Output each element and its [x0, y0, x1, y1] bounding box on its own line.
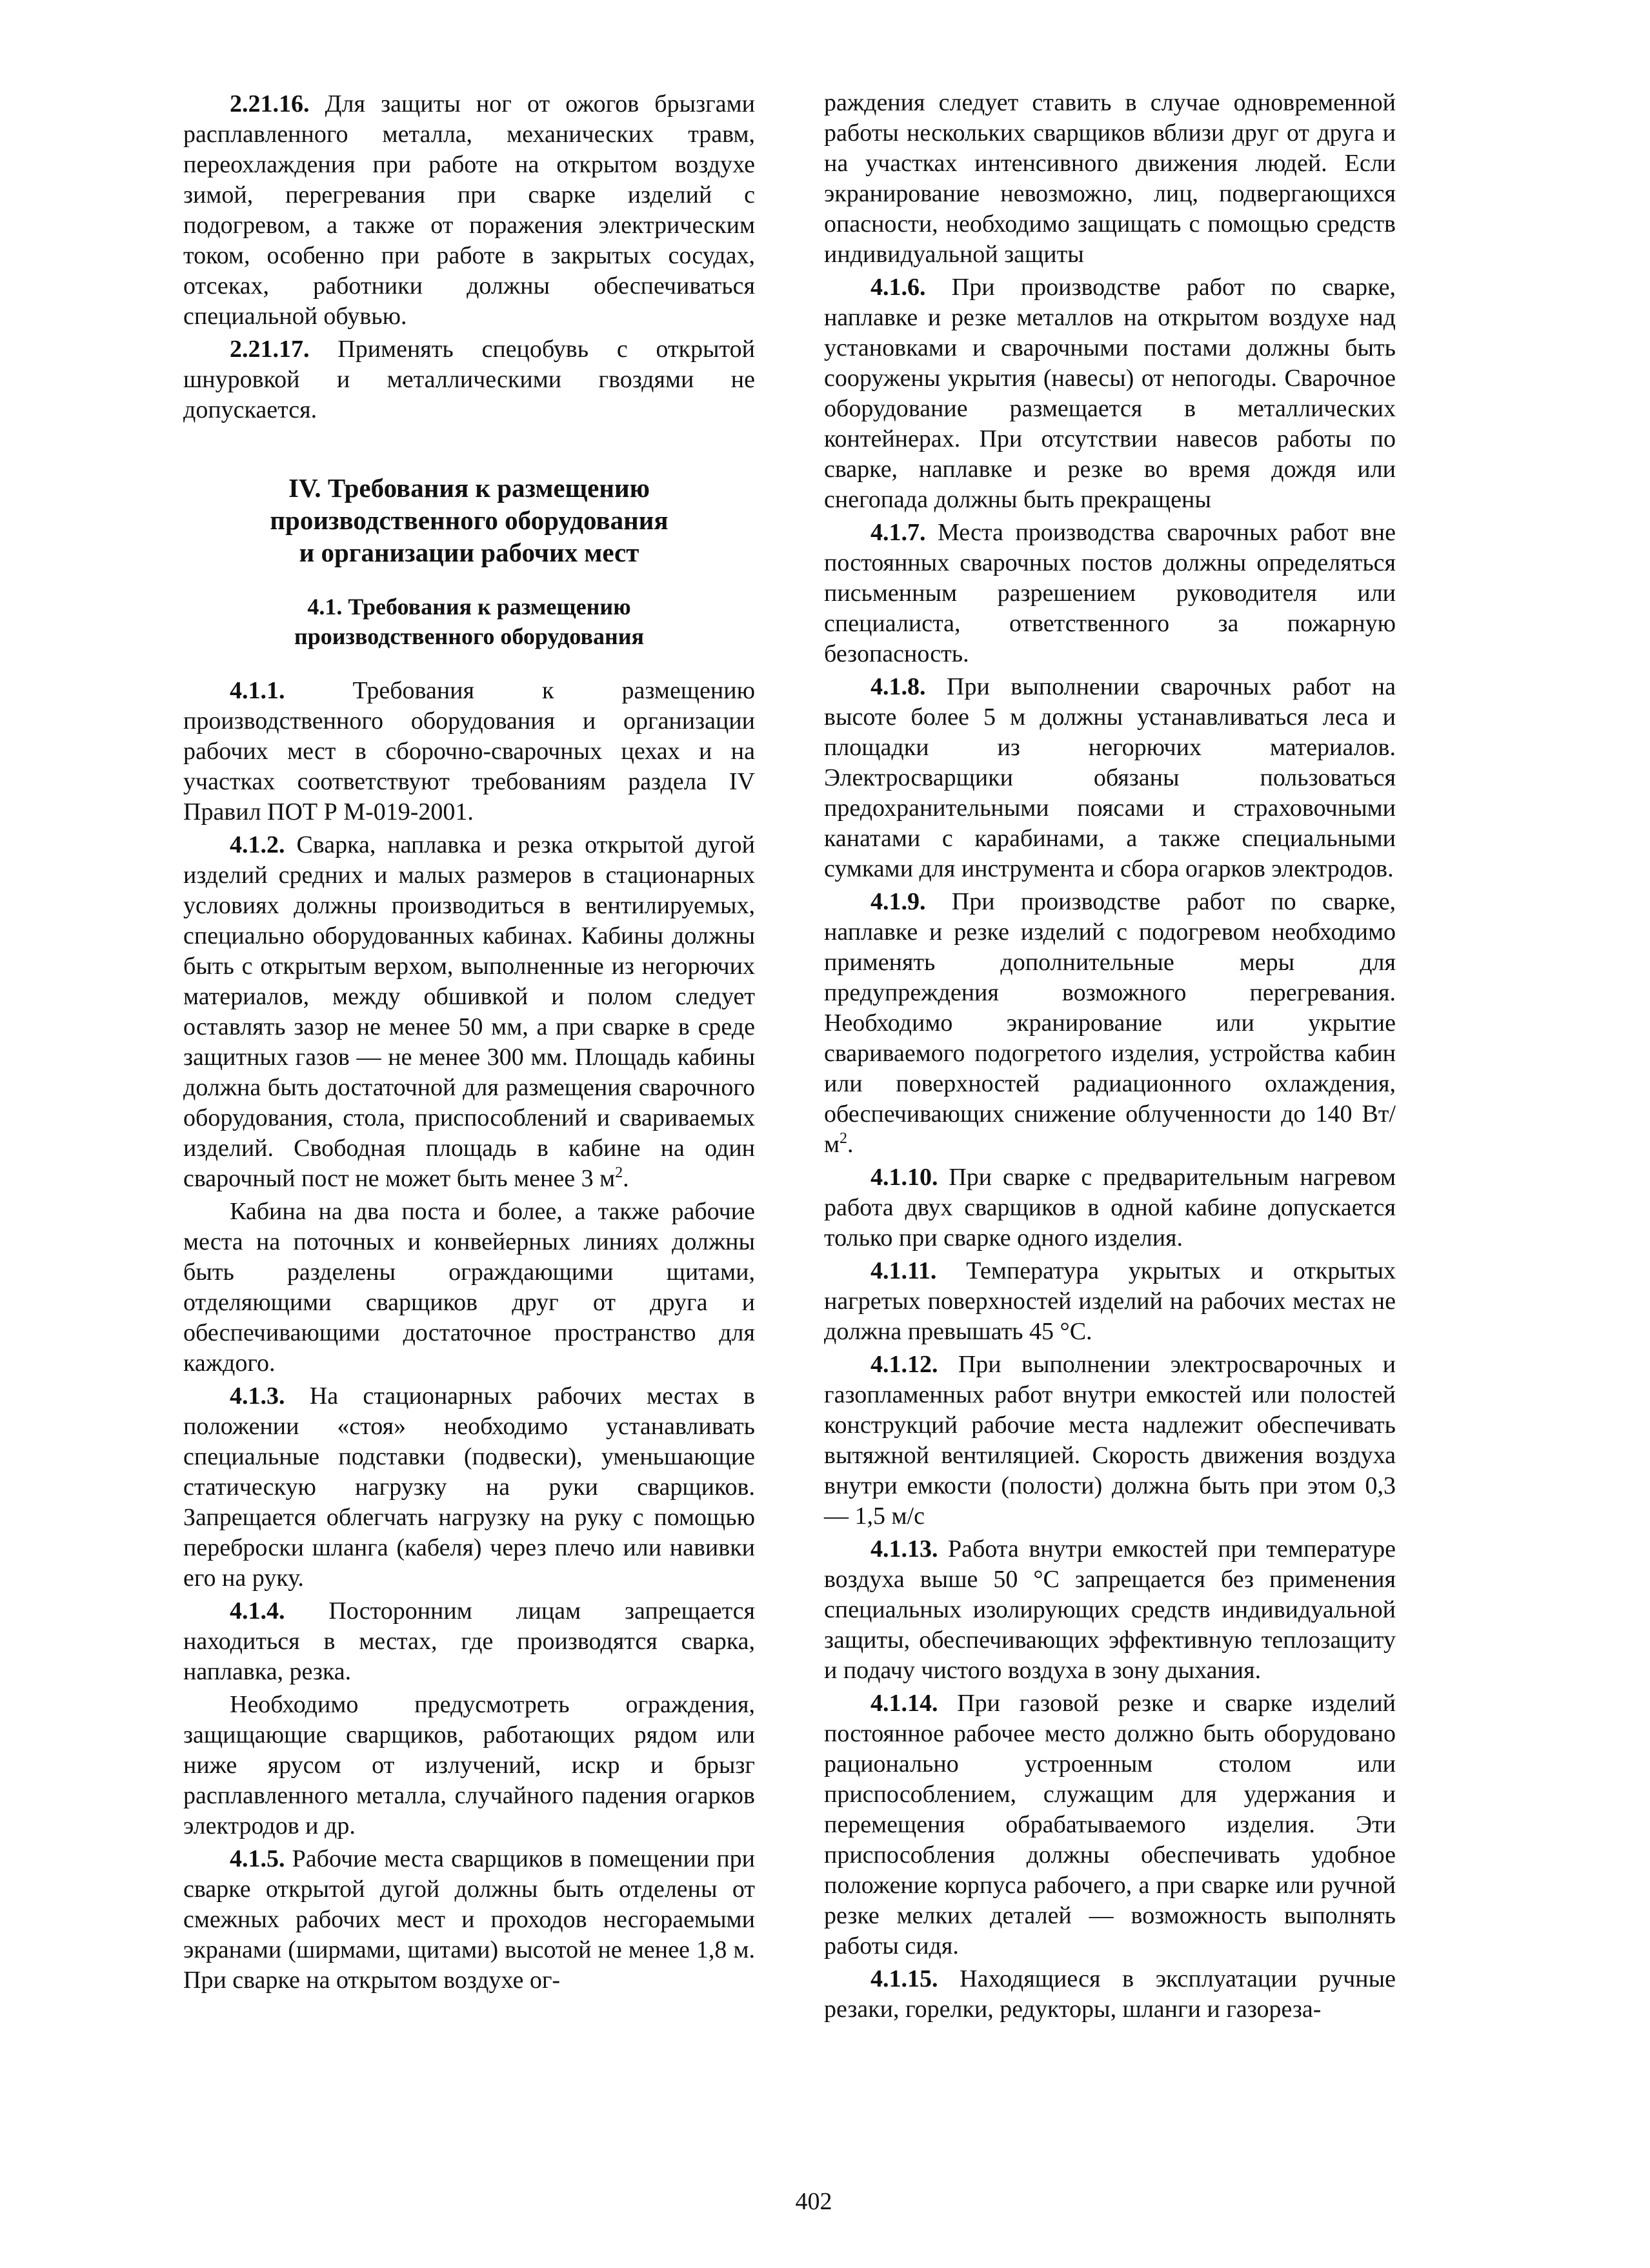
paragraph-text: Температура укрытых и открытых нагретых поверхностей изделий на рабочих местах не должна превышать 45 °С. — [824, 1257, 1396, 1345]
clause-number: 4.1.1. — [230, 677, 285, 704]
paragraph-text: Для защиты ног от ожогов брызгами расплавленного металла, механических травм, переохлаждения при работе на открытом воздухе зимой, перегревания при сварке изделий с подогревом, а также от поражения электрическим током, особенно при работе в закрытых сосудах, отсеках, работники должны обеспечиваться специальной обувью. — [183, 90, 755, 330]
paragraph-4-1-4 — [183, 1596, 755, 1687]
clause-number: 4.1.11. — [870, 1257, 937, 1284]
clause-number: 4.1.13. — [870, 1535, 938, 1563]
clause-number: 4.1.7. — [870, 519, 926, 546]
section-heading-line: производственного оборудования — [270, 505, 669, 535]
paragraph-tail: . — [623, 1165, 629, 1192]
paragraph-text: При газовой резке и сварке изделий постоянное рабочее место должно быть оборудовано рационально устроенным столом или приспособлением, служащим для удержания и перемещения обрабатываемого изделия. Эти приспособления должны обеспечивать удобное положение корпуса рабочего, а при сварке или ручной резке мелких деталей — возможность выполнять работы сидя. — [824, 1690, 1396, 1959]
subsection-heading — [183, 592, 755, 651]
paragraph-text: Кабина на два поста и более, а также рабочие места на поточных и конвейерных линиях должны быть разделены ограждающими щитами, отделяющими сварщиков друг от друга и обеспечивающими достаточное пространство для каждого. — [183, 1198, 755, 1377]
paragraph-4-1-15 — [824, 1964, 1396, 2025]
clause-number: 4.1.4. — [230, 1597, 285, 1625]
clause-number: 4.1.14. — [870, 1690, 938, 1717]
paragraph-4-1-2 — [183, 830, 755, 1194]
paragraph-text: При выполнении сварочных работ на высоте более 5 м должны устанавливаться леса и площадки из негорючих материалов. Электросварщики обязаны пользоваться предохранительными поясами и страховочными канатами с карабинами, а также специальными сумками для инструмента и сбора огарков электродов. — [824, 673, 1396, 882]
paragraph-text: Работа внутри емкостей при температуре воздуха выше 50 °С запрещается без применения специальных изолирующих средств индивидуальной защиты, обеспечивающих эффективную теплозащиту и подачу чистого воздуха в зону дыхания. — [824, 1535, 1396, 1684]
clause-number: 4.1.2. — [230, 831, 285, 858]
paragraph-4-1-3 — [183, 1381, 755, 1594]
paragraph-cabin — [183, 1197, 755, 1379]
paragraph-text: Сварка, наплавка и резка открытой дугой изделий средних и малых размеров в стационарных условиях должны производиться в вентилируемых, специально оборудованных кабинах. Кабины должны быть с открытым верхом, выполненные из негорючих материалов, между обшивкой и полом следует оставлять зазор не менее 50 мм, а при сварке в среде защитных газов — не менее 300 мм. Площадь кабины должна быть достаточной для размещения сварочного оборудования, стола, приспособлений и свариваемых изделий. Свободная площадь в кабине на один сварочный пост не может быть менее 3 м — [183, 831, 755, 1192]
clause-number: 4.1.8. — [870, 673, 926, 700]
paragraph-4-1-9 — [824, 887, 1396, 1160]
paragraph-4-1-8 — [824, 672, 1396, 884]
paragraph-text: При производстве работ по сварке, наплавке и резке металлов на открытом воздухе над установками и сварочными постами должны быть сооружены укрытия (навесы) от непогоды. Сварочное оборудование размещается в металлических контейнерах. При отсутствии навесов работы по сварке, наплавке и резке во время дождя или снегопада должны быть прекращены — [824, 274, 1396, 513]
right-column — [824, 88, 1396, 2027]
paragraph-text: Применять спецобувь с открытой шнуровкой и металлическими гвоздями не допускается. — [183, 336, 755, 423]
subsection-heading-line: производственного оборудования — [294, 623, 644, 649]
paragraph-text: При сварке с предварительным нагревом работа двух сварщиков в одной кабине допускается только при сварке одного изделия. — [824, 1164, 1396, 1251]
section-heading-line: и организации рабочих мест — [299, 538, 639, 567]
paragraph-text: Необходимо предусмотреть ограждения, защищающие сварщиков, работающих рядом или ниже ярусом от излучений, искр и брызг расплавленного металла, случайного падения огарков электродов и др. — [183, 1691, 755, 1839]
paragraph-4-1-1 — [183, 676, 755, 827]
paragraph-text: Требования к размещению производственного оборудования и организации рабочих мест в сборочно-сварочных цехах и на участках соответствуют требованиям раздела IV Правил ПОТ Р М-019-2001. — [183, 677, 755, 825]
clause-number: 2.21.17. — [230, 336, 310, 363]
paragraph-text: Места производства сварочных работ вне постоянных сварочных постов должны определяться письменным разрешением руководителя или специалиста, ответственного за пожарную безопасность. — [824, 519, 1396, 667]
paragraph-4-1-10 — [824, 1162, 1396, 1253]
clause-number: 4.1.15. — [870, 1965, 938, 1992]
paragraph-4-1-14 — [824, 1688, 1396, 1961]
paragraph-2-21-17 — [183, 334, 755, 425]
paragraph-4-1-5 — [183, 1844, 755, 1996]
paragraph-fences — [183, 1690, 755, 1841]
paragraph-continuation — [824, 88, 1396, 270]
page-number: 402 — [795, 2188, 832, 2215]
paragraph-4-1-7 — [824, 518, 1396, 669]
paragraph-text: раждения следует ставить в случае одновременной работы нескольких сварщиков вблизи друг от друга и на участках интенсивного движения людей. Если экранирование невозможно, лиц, подвергающихся опасности, необходимо защищать с помощью средств индивидуальной защиты — [824, 89, 1396, 268]
clause-number: 4.1.5. — [230, 1845, 285, 1872]
paragraph-4-1-13 — [824, 1534, 1396, 1686]
superscript: 2 — [840, 1130, 848, 1147]
left-column — [183, 89, 755, 1998]
subsection-heading-line: 4.1. Требования к размещению — [307, 594, 631, 620]
clause-number: 4.1.9. — [870, 888, 926, 915]
paragraph-text: При производстве работ по сварке, наплавке и резке изделий с подогревом необходимо применять дополнительные меры для предупреждения возможного перегревания. Необходимо экранирование или укрытие свариваемого подогретого изделия, устройства кабин или поверхностей радиационного охлаждения, обеспечивающих снижение облученности до 140 Вт/м — [824, 888, 1396, 1158]
paragraph-4-1-12 — [824, 1350, 1396, 1532]
paragraph-2-21-16 — [183, 89, 755, 332]
clause-number: 2.21.16. — [230, 90, 310, 117]
paragraph-tail: . — [847, 1131, 854, 1158]
paragraph-4-1-11 — [824, 1256, 1396, 1347]
section-heading — [183, 472, 755, 569]
clause-number: 4.1.6. — [870, 274, 926, 301]
section-heading-line: IV. Требования к размещению — [288, 473, 650, 503]
superscript: 2 — [615, 1164, 623, 1181]
paragraph-text: На стационарных рабочих местах в положении «стоя» необходимо устанавливать специальные подставки (подвески), уменьшающие статическую нагрузку на руки сварщиков. Запрещается облегчать нагрузку на руку с помощью переброски шланга (кабеля) через плечо или навивки его на руку. — [183, 1382, 755, 1592]
paragraph-text: При выполнении электросварочных и газопламенных работ внутри емкостей или полостей конструкций рабочие места надлежит обеспечивать вытяжной вентиляцией. Скорость движения воздуха внутри емкости (полости) должна быть при этом 0,3 — 1,5 м/с — [824, 1351, 1396, 1530]
clause-number: 4.1.10. — [870, 1164, 938, 1191]
paragraph-text: Посторонним лицам запрещается находиться в местах, где производятся сварка, наплавка, резка. — [183, 1597, 755, 1685]
paragraph-4-1-6 — [824, 272, 1396, 515]
paragraph-text: Рабочие места сварщиков в помещении при сварке открытой дугой должны быть отделены от смежных рабочих мест и проходов несгораемыми экранами (ширмами, щитами) высотой не менее 1,8 м. При сварке на открытом воздухе ог- — [183, 1845, 755, 1994]
clause-number: 4.1.3. — [230, 1382, 285, 1410]
clause-number: 4.1.12. — [870, 1351, 938, 1378]
paragraph-text: Находящиеся в эксплуатации ручные резаки, горелки, редукторы, шланги и газореза- — [824, 1965, 1396, 2023]
